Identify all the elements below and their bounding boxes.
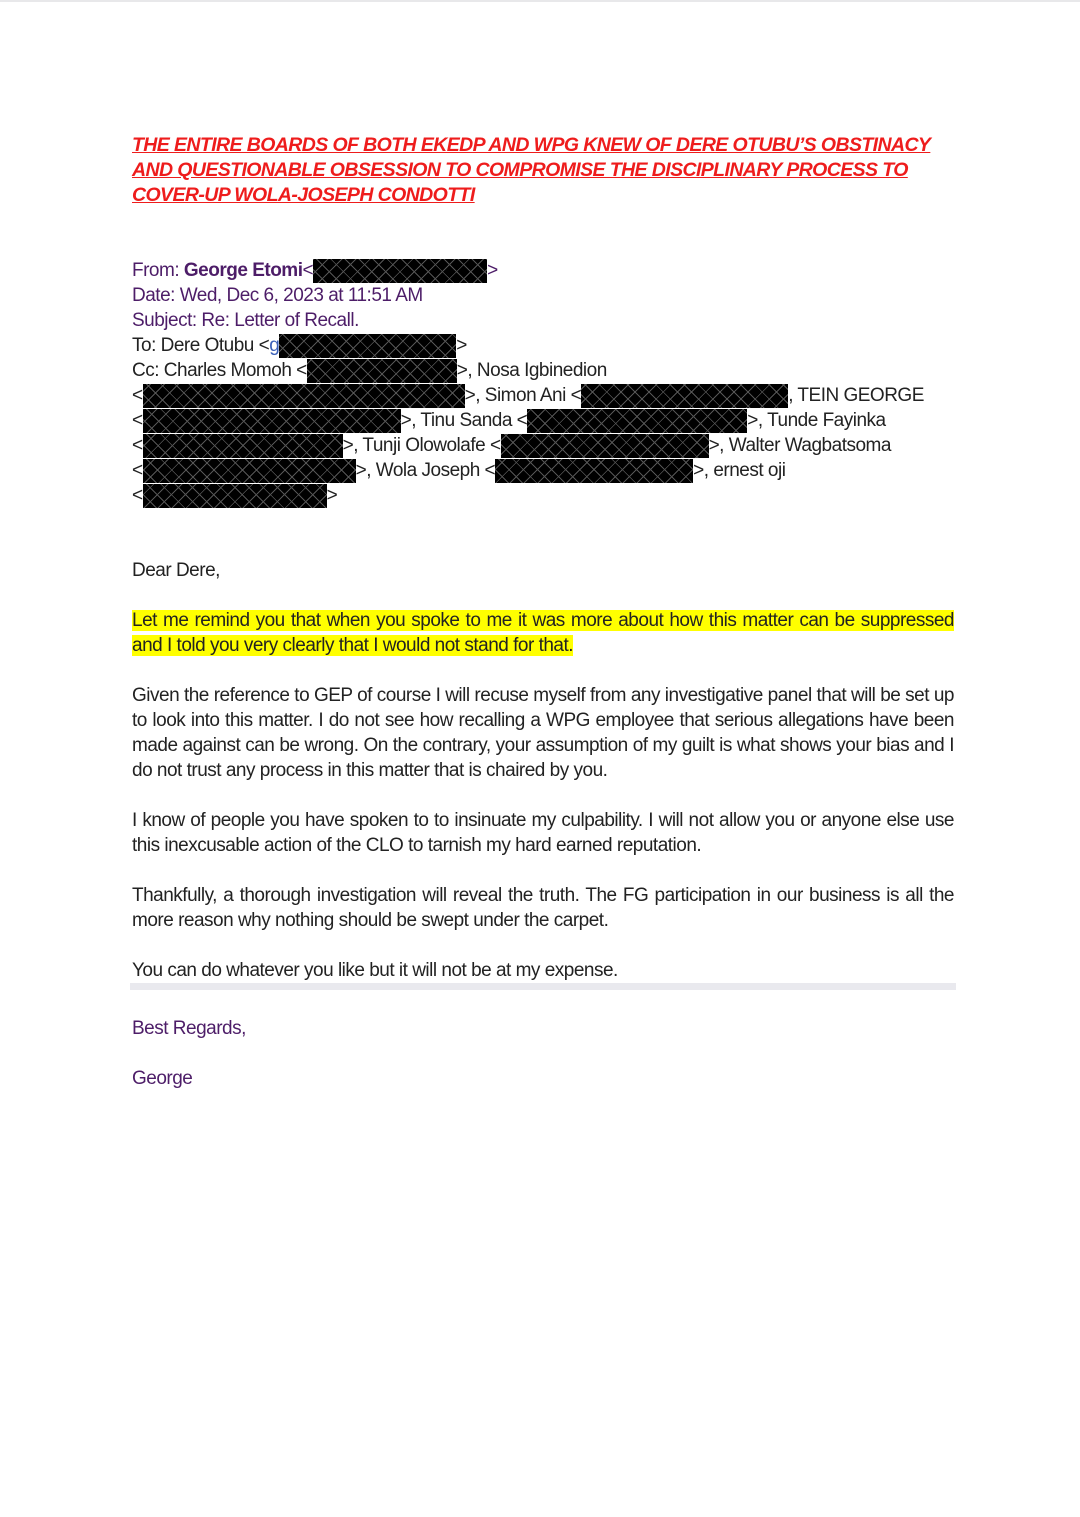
recipient-tunde: , Tunde Fayinka xyxy=(757,410,886,431)
gt-bracket: > xyxy=(355,460,367,481)
signature-name: George xyxy=(132,1068,193,1089)
top-border xyxy=(0,0,1080,2)
cc-line-1 xyxy=(132,358,954,383)
to-email-link[interactable]: g xyxy=(269,335,280,356)
lt-bracket: < xyxy=(132,410,143,431)
paragraph-reputation: I know of people you have spoken to to insinuate my culpability. I will not allow you or anyone else use this inexcusable action of the CLO to tarnish my hard earned reputation. xyxy=(132,810,954,856)
paragraph-investigation: Thankfully, a thorough investigation will reveal the truth. The FG participation in our business is all the more reason why nothing should be swept under the carpet. xyxy=(132,885,954,931)
gt-bracket: > xyxy=(487,260,498,281)
greeting: Dear Dere, xyxy=(132,560,220,581)
lt-bracket: < xyxy=(132,485,143,506)
redacted-email xyxy=(307,359,457,383)
redacted-email xyxy=(581,384,788,408)
recipient-tein: , TEIN GEORGE xyxy=(788,385,924,406)
gt-bracket: > xyxy=(456,360,468,381)
redacted-email xyxy=(495,459,693,483)
gt-bracket: > xyxy=(708,435,720,456)
from-line xyxy=(132,258,954,283)
cc-line-2 xyxy=(132,383,954,408)
to-label: To: Dere Otubu < xyxy=(132,335,270,356)
lt-bracket: < xyxy=(302,260,314,281)
lt-bracket: < xyxy=(132,385,143,406)
redacted-email xyxy=(279,334,456,358)
redacted-email xyxy=(501,434,709,458)
recipient-tunji: , Tunji Olowolafe < xyxy=(353,435,501,456)
recipient-walter: , Walter Wagbatsoma xyxy=(719,435,891,456)
cc-line-5 xyxy=(132,458,954,483)
redacted-email xyxy=(143,409,401,433)
separator-bar xyxy=(130,983,956,990)
recipient-tinu: , Tinu Sanda < xyxy=(411,410,528,431)
subject-line: Subject: Re: Letter of Recall. xyxy=(132,310,359,331)
cc-line-4 xyxy=(132,433,954,458)
cc-label: Cc: Charles Momoh < xyxy=(132,360,307,381)
recipient-simon: , Simon Ani < xyxy=(475,385,582,406)
from-label: From: xyxy=(132,260,184,281)
highlighted-paragraph xyxy=(132,608,954,658)
from-name: George Etomi xyxy=(183,260,303,281)
recipient-wola: , Wola Joseph < xyxy=(366,460,496,481)
redacted-email xyxy=(313,259,487,283)
redacted-email xyxy=(527,409,747,433)
lt-bracket: < xyxy=(132,435,143,456)
gt-bracket: > xyxy=(747,410,758,431)
redacted-email xyxy=(143,459,356,483)
closing-line: Best Regards, xyxy=(132,1018,246,1039)
gt-bracket: > xyxy=(400,410,412,431)
gt-bracket: > xyxy=(342,435,354,456)
redacted-email xyxy=(143,384,465,408)
email-header xyxy=(132,258,954,508)
paragraph-closing-remark: You can do whatever you like but it will not be at my expense. xyxy=(132,960,618,981)
date-line: Date: Wed, Dec 6, 2023 at 11:51 AM xyxy=(132,285,423,306)
to-line xyxy=(132,333,954,358)
recipient-nosa: , Nosa Igbinedion xyxy=(467,360,607,381)
cc-line-6 xyxy=(132,483,954,508)
recipient-ernest: , ernest oji xyxy=(703,460,786,481)
gt-bracket: > xyxy=(693,460,704,481)
highlighted-text: Let me remind you that when you spoke to me it was more about how this matter can be suppressed and I told you very clearly that I would not stand for that. xyxy=(132,610,954,656)
redacted-email xyxy=(143,484,327,508)
document-page xyxy=(132,133,954,1091)
headline: THE ENTIRE BOARDS OF BOTH EKEDP AND WPG KNEW OF DERE OTUBU’S OBSTINACY AND QUESTIONABLE OBSESSION TO COMPROMISE THE DISCIPLINARY PROCESS TO COVER-UP WOLA-JOSEPH CONDOTTI xyxy=(132,134,931,206)
paragraph-recusal: Given the reference to GEP of course I will recuse myself from any investigative panel that will be set up to look into this matter. I do not see how recalling a WPG employee that serious allegations have been made against can be wrong. On the contrary, your assumption of my guilt is what shows your bias and I do not trust any process in this matter that is chaired by you. xyxy=(132,685,954,781)
gt-bracket: > xyxy=(456,335,467,356)
gt-bracket: > xyxy=(464,385,476,406)
gt-bracket: > xyxy=(326,485,338,506)
redacted-email xyxy=(143,434,343,458)
cc-line-3 xyxy=(132,408,954,433)
lt-bracket: < xyxy=(132,460,143,481)
email-body xyxy=(132,558,954,983)
